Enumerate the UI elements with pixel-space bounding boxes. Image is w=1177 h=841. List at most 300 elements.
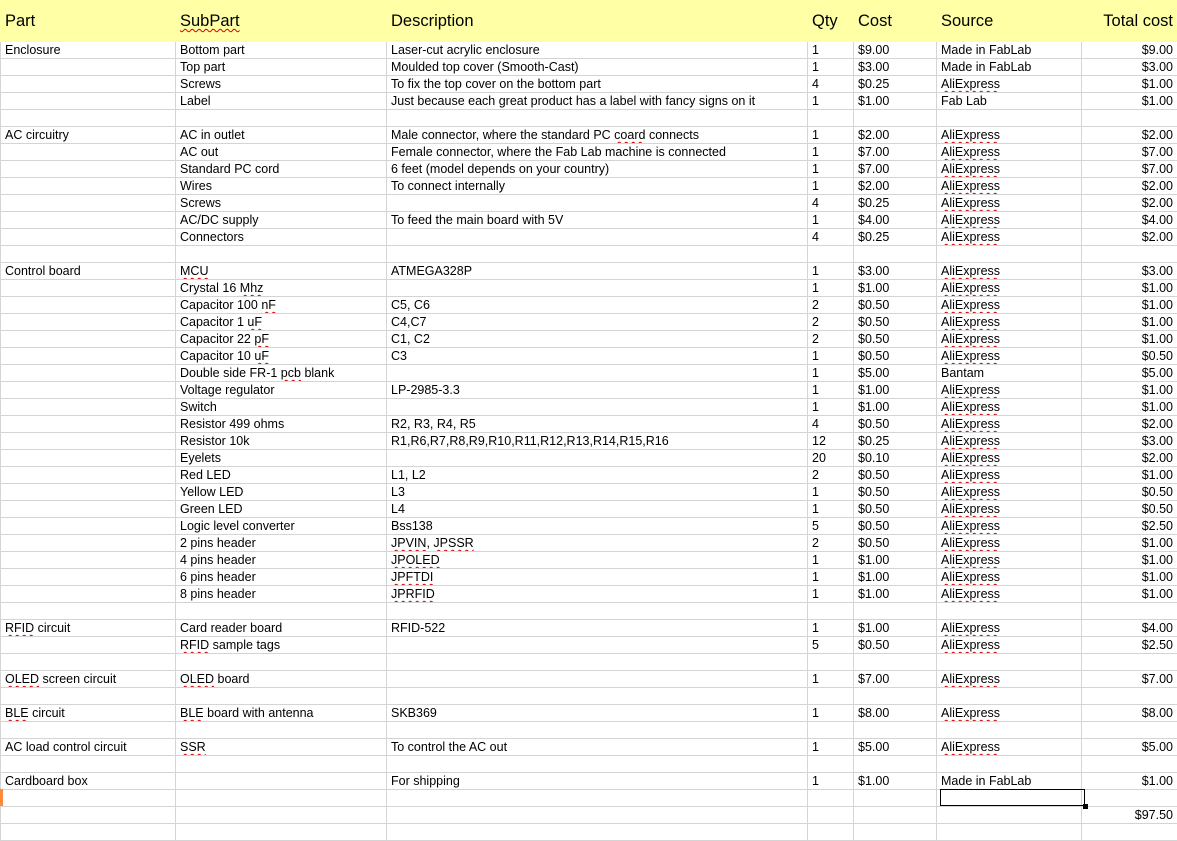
- cell-description[interactable]: [387, 756, 808, 773]
- cell-qty[interactable]: 2: [808, 314, 854, 331]
- cell-description[interactable]: [387, 790, 808, 807]
- cell-qty[interactable]: 1: [808, 399, 854, 416]
- cell-total-cost[interactable]: $2.00: [1082, 195, 1177, 212]
- cell-part[interactable]: [1, 467, 176, 484]
- cell-description[interactable]: [387, 280, 808, 297]
- cell-total-cost[interactable]: $2.00: [1082, 127, 1177, 144]
- cell-subpart[interactable]: Capacitor 22 pF: [176, 331, 387, 348]
- cell-total-cost[interactable]: $2.00: [1082, 416, 1177, 433]
- cell-qty[interactable]: 1: [808, 484, 854, 501]
- cell-source[interactable]: AliExpress: [937, 671, 1082, 688]
- cell-subpart[interactable]: 6 pins header: [176, 569, 387, 586]
- cell-part[interactable]: [1, 501, 176, 518]
- cell-description[interactable]: [387, 365, 808, 382]
- cell-source[interactable]: AliExpress: [937, 229, 1082, 246]
- cell-source[interactable]: AliExpress: [937, 178, 1082, 195]
- cell-subpart[interactable]: RFID sample tags: [176, 637, 387, 654]
- cell-part[interactable]: RFID circuit: [1, 620, 176, 637]
- cell-description[interactable]: LP-2985-3.3: [387, 382, 808, 399]
- cell-total-cost[interactable]: $3.00: [1082, 59, 1177, 76]
- cell-description[interactable]: C1, C2: [387, 331, 808, 348]
- cell-subpart[interactable]: Screws: [176, 76, 387, 93]
- cell-qty[interactable]: 2: [808, 535, 854, 552]
- cell-total-cost[interactable]: $0.50: [1082, 348, 1177, 365]
- cell-qty[interactable]: [808, 722, 854, 739]
- cell-qty[interactable]: 1: [808, 569, 854, 586]
- cell-cost[interactable]: $0.50: [854, 484, 937, 501]
- cell-part[interactable]: [1, 195, 176, 212]
- cell-qty[interactable]: 2: [808, 297, 854, 314]
- cell-cost[interactable]: $5.00: [854, 739, 937, 756]
- cell-total-cost[interactable]: $5.00: [1082, 365, 1177, 382]
- cell-description[interactable]: Female connector, where the Fab Lab machine is connected: [387, 144, 808, 161]
- cell-cost[interactable]: $0.50: [854, 348, 937, 365]
- cell-part[interactable]: [1, 331, 176, 348]
- cell-description[interactable]: Just because each great product has a label with fancy signs on it: [387, 93, 808, 110]
- header-qty[interactable]: Qty: [808, 1, 854, 42]
- cell-qty[interactable]: 4: [808, 229, 854, 246]
- cell-total-cost[interactable]: $3.00: [1082, 263, 1177, 280]
- cell-description[interactable]: Moulded top cover (Smooth-Cast): [387, 59, 808, 76]
- cell-cost[interactable]: $7.00: [854, 671, 937, 688]
- header-description[interactable]: Description: [387, 1, 808, 42]
- header-total-cost[interactable]: Total cost: [1082, 1, 1177, 42]
- cell-subpart[interactable]: OLED board: [176, 671, 387, 688]
- cell-cost[interactable]: [854, 603, 937, 620]
- cell-cost[interactable]: $5.00: [854, 365, 937, 382]
- cell-part[interactable]: Enclosure: [1, 42, 176, 59]
- cell-cost[interactable]: [854, 654, 937, 671]
- cell-total-cost[interactable]: [1082, 824, 1177, 841]
- cell-subpart[interactable]: [176, 246, 387, 263]
- cell-cost[interactable]: $0.25: [854, 76, 937, 93]
- cell-part[interactable]: [1, 756, 176, 773]
- cell-qty[interactable]: [808, 603, 854, 620]
- cell-cost[interactable]: $1.00: [854, 93, 937, 110]
- header-cost[interactable]: Cost: [854, 1, 937, 42]
- cell-qty[interactable]: 1: [808, 127, 854, 144]
- cell-cost[interactable]: $1.00: [854, 773, 937, 790]
- cell-cost[interactable]: $1.00: [854, 382, 937, 399]
- cell-subpart[interactable]: Resistor 10k: [176, 433, 387, 450]
- cell-description[interactable]: To connect internally: [387, 178, 808, 195]
- cell-cost[interactable]: [854, 807, 937, 824]
- cell-cost[interactable]: $1.00: [854, 586, 937, 603]
- cell-part[interactable]: Control board: [1, 263, 176, 280]
- cell-part[interactable]: [1, 144, 176, 161]
- cell-part[interactable]: [1, 365, 176, 382]
- cell-qty[interactable]: [808, 654, 854, 671]
- cell-cost[interactable]: $0.50: [854, 467, 937, 484]
- cell-cost[interactable]: $1.00: [854, 399, 937, 416]
- cell-part[interactable]: [1, 212, 176, 229]
- cell-description[interactable]: [387, 722, 808, 739]
- cell-total-cost[interactable]: $3.00: [1082, 433, 1177, 450]
- cell-subpart[interactable]: Top part: [176, 59, 387, 76]
- cell-description[interactable]: L3: [387, 484, 808, 501]
- cell-qty[interactable]: 1: [808, 739, 854, 756]
- cell-source[interactable]: AliExpress: [937, 518, 1082, 535]
- cell-part[interactable]: [1, 416, 176, 433]
- cell-part[interactable]: [1, 688, 176, 705]
- cell-subpart[interactable]: AC/DC supply: [176, 212, 387, 229]
- cell-qty[interactable]: 1: [808, 552, 854, 569]
- cell-qty[interactable]: 4: [808, 195, 854, 212]
- cell-total-cost[interactable]: $0.50: [1082, 484, 1177, 501]
- cell-description[interactable]: C4,C7: [387, 314, 808, 331]
- cell-total-cost[interactable]: $1.00: [1082, 382, 1177, 399]
- cell-source[interactable]: AliExpress: [937, 484, 1082, 501]
- cell-subpart[interactable]: Yellow LED: [176, 484, 387, 501]
- cell-total-cost[interactable]: [1082, 688, 1177, 705]
- cell-source[interactable]: [937, 603, 1082, 620]
- cell-description[interactable]: [387, 824, 808, 841]
- cell-qty[interactable]: 1: [808, 671, 854, 688]
- cell-description[interactable]: C5, C6: [387, 297, 808, 314]
- cell-total-cost[interactable]: [1082, 722, 1177, 739]
- cell-description[interactable]: 6 feet (model depends on your country): [387, 161, 808, 178]
- cell-cost[interactable]: $1.00: [854, 552, 937, 569]
- cell-qty[interactable]: 4: [808, 76, 854, 93]
- cell-description[interactable]: [387, 654, 808, 671]
- cell-cost[interactable]: $3.00: [854, 263, 937, 280]
- cell-subpart[interactable]: BLE board with antenna: [176, 705, 387, 722]
- cell-subpart[interactable]: Switch: [176, 399, 387, 416]
- cell-total-cost[interactable]: $1.00: [1082, 314, 1177, 331]
- cell-subpart[interactable]: Standard PC cord: [176, 161, 387, 178]
- cell-description[interactable]: To feed the main board with 5V: [387, 212, 808, 229]
- cell-subpart[interactable]: [176, 603, 387, 620]
- cell-total-cost[interactable]: $1.00: [1082, 76, 1177, 93]
- cell-part[interactable]: [1, 348, 176, 365]
- cell-source[interactable]: [937, 654, 1082, 671]
- cell-subpart[interactable]: Voltage regulator: [176, 382, 387, 399]
- cell-qty[interactable]: 20: [808, 450, 854, 467]
- cell-total-cost[interactable]: $1.00: [1082, 331, 1177, 348]
- fill-handle[interactable]: [1083, 804, 1088, 809]
- cell-qty[interactable]: 1: [808, 178, 854, 195]
- cell-source[interactable]: AliExpress: [937, 467, 1082, 484]
- cell-subpart[interactable]: [176, 807, 387, 824]
- cell-description[interactable]: To fix the top cover on the bottom part: [387, 76, 808, 93]
- cell-total-cost[interactable]: $1.00: [1082, 569, 1177, 586]
- cell-total-cost[interactable]: $0.50: [1082, 501, 1177, 518]
- cell-total-cost[interactable]: [1082, 246, 1177, 263]
- cell-subpart[interactable]: AC in outlet: [176, 127, 387, 144]
- cell-part[interactable]: [1, 161, 176, 178]
- cell-subpart[interactable]: 8 pins header: [176, 586, 387, 603]
- cell-qty[interactable]: 5: [808, 518, 854, 535]
- cell-subpart[interactable]: Green LED: [176, 501, 387, 518]
- cell-total-cost[interactable]: $9.00: [1082, 42, 1177, 59]
- cell-cost[interactable]: [854, 722, 937, 739]
- cell-subpart[interactable]: Resistor 499 ohms: [176, 416, 387, 433]
- header-subpart[interactable]: SubPart: [176, 1, 387, 42]
- cell-cost[interactable]: $0.50: [854, 637, 937, 654]
- cell-source[interactable]: Made in FabLab: [937, 42, 1082, 59]
- cell-description[interactable]: Bss138: [387, 518, 808, 535]
- cell-source[interactable]: AliExpress: [937, 195, 1082, 212]
- cell-qty[interactable]: 2: [808, 467, 854, 484]
- cell-cost[interactable]: $7.00: [854, 144, 937, 161]
- cell-total-cost[interactable]: $1.00: [1082, 773, 1177, 790]
- cell-total-cost[interactable]: $2.00: [1082, 229, 1177, 246]
- cell-part[interactable]: [1, 603, 176, 620]
- cell-total-cost[interactable]: $2.00: [1082, 178, 1177, 195]
- cell-description[interactable]: [387, 246, 808, 263]
- cell-source[interactable]: [937, 756, 1082, 773]
- cell-description[interactable]: [387, 603, 808, 620]
- cell-source[interactable]: AliExpress: [937, 399, 1082, 416]
- cell-part[interactable]: [1, 552, 176, 569]
- cell-total-cost[interactable]: $1.00: [1082, 552, 1177, 569]
- cell-qty[interactable]: 1: [808, 42, 854, 59]
- cell-total-cost[interactable]: [1082, 654, 1177, 671]
- cell-cost[interactable]: $8.00: [854, 705, 937, 722]
- cell-source[interactable]: AliExpress: [937, 569, 1082, 586]
- cell-part[interactable]: [1, 518, 176, 535]
- cell-subpart[interactable]: [176, 110, 387, 127]
- cell-part[interactable]: [1, 586, 176, 603]
- cell-cost[interactable]: $7.00: [854, 161, 937, 178]
- cell-description[interactable]: RFID-522: [387, 620, 808, 637]
- cell-subpart[interactable]: Red LED: [176, 467, 387, 484]
- cell-subpart[interactable]: [176, 773, 387, 790]
- cell-total-cost[interactable]: $7.00: [1082, 144, 1177, 161]
- cell-description[interactable]: L4: [387, 501, 808, 518]
- cell-source[interactable]: AliExpress: [937, 127, 1082, 144]
- cell-description[interactable]: [387, 195, 808, 212]
- cell-cost[interactable]: $3.00: [854, 59, 937, 76]
- cell-cost[interactable]: $0.50: [854, 501, 937, 518]
- cell-cost[interactable]: $0.25: [854, 433, 937, 450]
- cell-source[interactable]: AliExpress: [937, 433, 1082, 450]
- cell-total-cost[interactable]: $1.00: [1082, 535, 1177, 552]
- cell-part[interactable]: [1, 297, 176, 314]
- cell-source[interactable]: Made in FabLab: [937, 773, 1082, 790]
- cell-subpart[interactable]: Logic level converter: [176, 518, 387, 535]
- cell-part[interactable]: [1, 246, 176, 263]
- cell-part[interactable]: [1, 484, 176, 501]
- cell-total-cost[interactable]: $1.00: [1082, 93, 1177, 110]
- cell-qty[interactable]: [808, 824, 854, 841]
- cell-description[interactable]: JPRFID: [387, 586, 808, 603]
- cell-cost[interactable]: $0.50: [854, 331, 937, 348]
- cell-total-cost[interactable]: $1.00: [1082, 467, 1177, 484]
- cell-subpart[interactable]: [176, 722, 387, 739]
- cell-qty[interactable]: 1: [808, 348, 854, 365]
- cell-part[interactable]: [1, 433, 176, 450]
- cell-cost[interactable]: $2.00: [854, 127, 937, 144]
- cell-total-cost[interactable]: $4.00: [1082, 620, 1177, 637]
- cell-subpart[interactable]: Double side FR-1 pcb blank: [176, 365, 387, 382]
- cell-cost[interactable]: $0.10: [854, 450, 937, 467]
- cell-part[interactable]: [1, 229, 176, 246]
- cell-source[interactable]: AliExpress: [937, 552, 1082, 569]
- cell-part[interactable]: [1, 76, 176, 93]
- cell-part[interactable]: [1, 280, 176, 297]
- cell-cost[interactable]: $0.50: [854, 518, 937, 535]
- cell-qty[interactable]: 1: [808, 59, 854, 76]
- cell-cost[interactable]: $0.25: [854, 195, 937, 212]
- cell-source[interactable]: AliExpress: [937, 314, 1082, 331]
- cell-part[interactable]: [1, 59, 176, 76]
- cell-source[interactable]: [937, 824, 1082, 841]
- cell-subpart[interactable]: Bottom part: [176, 42, 387, 59]
- cell-subpart[interactable]: Screws: [176, 195, 387, 212]
- cell-total-cost[interactable]: $1.00: [1082, 586, 1177, 603]
- cell-part[interactable]: [1, 654, 176, 671]
- cell-description[interactable]: JPOLED: [387, 552, 808, 569]
- cell-subpart[interactable]: MCU: [176, 263, 387, 280]
- cell-total-cost[interactable]: $8.00: [1082, 705, 1177, 722]
- cell-qty[interactable]: [808, 756, 854, 773]
- cell-total-cost[interactable]: $1.00: [1082, 399, 1177, 416]
- cell-part[interactable]: [1, 722, 176, 739]
- cell-part[interactable]: [1, 569, 176, 586]
- selected-cell-cursor[interactable]: [940, 789, 1085, 806]
- cell-part[interactable]: [1, 535, 176, 552]
- cell-cost[interactable]: [854, 246, 937, 263]
- cell-cost[interactable]: [854, 824, 937, 841]
- cell-qty[interactable]: [808, 807, 854, 824]
- cell-cost[interactable]: [854, 688, 937, 705]
- cell-source[interactable]: AliExpress: [937, 637, 1082, 654]
- cell-source[interactable]: [937, 246, 1082, 263]
- cell-subpart[interactable]: Crystal 16 Mhz: [176, 280, 387, 297]
- cell-description[interactable]: R2, R3, R4, R5: [387, 416, 808, 433]
- cell-qty[interactable]: 2: [808, 331, 854, 348]
- cell-source[interactable]: Made in FabLab: [937, 59, 1082, 76]
- cell-source[interactable]: [937, 722, 1082, 739]
- cell-source[interactable]: AliExpress: [937, 263, 1082, 280]
- cell-source[interactable]: AliExpress: [937, 212, 1082, 229]
- cell-subpart[interactable]: Wires: [176, 178, 387, 195]
- cell-cost[interactable]: $1.00: [854, 620, 937, 637]
- cell-description[interactable]: [387, 807, 808, 824]
- cell-subpart[interactable]: [176, 824, 387, 841]
- cell-source[interactable]: AliExpress: [937, 586, 1082, 603]
- cell-source[interactable]: AliExpress: [937, 416, 1082, 433]
- cell-description[interactable]: Laser-cut acrylic enclosure: [387, 42, 808, 59]
- cell-subpart[interactable]: 4 pins header: [176, 552, 387, 569]
- cell-cost[interactable]: $1.00: [854, 280, 937, 297]
- cell-qty[interactable]: 1: [808, 620, 854, 637]
- cell-part[interactable]: [1, 314, 176, 331]
- cell-total-cost[interactable]: $7.00: [1082, 161, 1177, 178]
- cell-description[interactable]: [387, 671, 808, 688]
- header-part[interactable]: Part: [1, 1, 176, 42]
- cell-cost[interactable]: [854, 756, 937, 773]
- cell-total-cost[interactable]: $2.00: [1082, 450, 1177, 467]
- cell-cost[interactable]: $0.50: [854, 535, 937, 552]
- cell-qty[interactable]: 1: [808, 773, 854, 790]
- cell-subpart[interactable]: Label: [176, 93, 387, 110]
- cell-source[interactable]: [937, 688, 1082, 705]
- cell-cost[interactable]: $0.50: [854, 416, 937, 433]
- cell-description[interactable]: Male connector, where the standard PC coard connects: [387, 127, 808, 144]
- cell-part[interactable]: [1, 790, 176, 807]
- cell-source[interactable]: AliExpress: [937, 331, 1082, 348]
- cell-subpart[interactable]: 2 pins header: [176, 535, 387, 552]
- cell-subpart[interactable]: [176, 790, 387, 807]
- cell-qty[interactable]: 1: [808, 586, 854, 603]
- cell-part[interactable]: [1, 824, 176, 841]
- cell-cost[interactable]: $2.00: [854, 178, 937, 195]
- cell-cost[interactable]: $4.00: [854, 212, 937, 229]
- cell-part[interactable]: [1, 450, 176, 467]
- cell-part[interactable]: Cardboard box: [1, 773, 176, 790]
- cell-description[interactable]: [387, 450, 808, 467]
- cell-description[interactable]: JPVIN, JPSSR: [387, 535, 808, 552]
- cell-total-cost[interactable]: [1082, 756, 1177, 773]
- cell-source[interactable]: Bantam: [937, 365, 1082, 382]
- cell-cost[interactable]: [854, 790, 937, 807]
- cell-source[interactable]: Fab Lab: [937, 93, 1082, 110]
- cell-part[interactable]: [1, 178, 176, 195]
- cell-qty[interactable]: 4: [808, 416, 854, 433]
- cell-source[interactable]: [937, 807, 1082, 824]
- cell-part[interactable]: [1, 637, 176, 654]
- cell-qty[interactable]: 1: [808, 501, 854, 518]
- cell-qty[interactable]: 1: [808, 365, 854, 382]
- cell-cost[interactable]: $9.00: [854, 42, 937, 59]
- cell-source[interactable]: AliExpress: [937, 705, 1082, 722]
- cell-description[interactable]: [387, 399, 808, 416]
- cell-source[interactable]: AliExpress: [937, 280, 1082, 297]
- cell-part[interactable]: [1, 93, 176, 110]
- cell-total-cost[interactable]: $97.50: [1082, 807, 1177, 824]
- cell-part[interactable]: [1, 382, 176, 399]
- cell-qty[interactable]: 1: [808, 705, 854, 722]
- header-source[interactable]: Source: [937, 1, 1082, 42]
- cell-source[interactable]: AliExpress: [937, 535, 1082, 552]
- cell-qty[interactable]: 1: [808, 93, 854, 110]
- cell-description[interactable]: R1,R6,R7,R8,R9,R10,R11,R12,R13,R14,R15,R16: [387, 433, 808, 450]
- cell-total-cost[interactable]: $1.00: [1082, 297, 1177, 314]
- cell-total-cost[interactable]: $2.50: [1082, 518, 1177, 535]
- cell-qty[interactable]: 1: [808, 144, 854, 161]
- cell-description[interactable]: ATMEGA328P: [387, 263, 808, 280]
- cell-part[interactable]: [1, 110, 176, 127]
- cell-total-cost[interactable]: $2.50: [1082, 637, 1177, 654]
- cell-source[interactable]: AliExpress: [937, 76, 1082, 93]
- cell-subpart[interactable]: AC out: [176, 144, 387, 161]
- cell-source[interactable]: AliExpress: [937, 144, 1082, 161]
- cell-total-cost[interactable]: $4.00: [1082, 212, 1177, 229]
- cell-part[interactable]: [1, 807, 176, 824]
- cell-qty[interactable]: 12: [808, 433, 854, 450]
- cell-description[interactable]: [387, 110, 808, 127]
- cell-qty[interactable]: 1: [808, 382, 854, 399]
- cell-part[interactable]: BLE circuit: [1, 705, 176, 722]
- cell-description[interactable]: [387, 229, 808, 246]
- cell-description[interactable]: To control the AC out: [387, 739, 808, 756]
- cell-total-cost[interactable]: $7.00: [1082, 671, 1177, 688]
- cell-source[interactable]: AliExpress: [937, 450, 1082, 467]
- cell-description[interactable]: SKB369: [387, 705, 808, 722]
- cell-part[interactable]: AC circuitry: [1, 127, 176, 144]
- cell-cost[interactable]: $1.00: [854, 569, 937, 586]
- cell-source[interactable]: AliExpress: [937, 161, 1082, 178]
- cell-qty[interactable]: [808, 110, 854, 127]
- cell-source[interactable]: AliExpress: [937, 501, 1082, 518]
- cell-subpart[interactable]: Card reader board: [176, 620, 387, 637]
- cell-qty[interactable]: 1: [808, 212, 854, 229]
- cell-source[interactable]: AliExpress: [937, 348, 1082, 365]
- cell-qty[interactable]: 1: [808, 263, 854, 280]
- cell-part[interactable]: AC load control circuit: [1, 739, 176, 756]
